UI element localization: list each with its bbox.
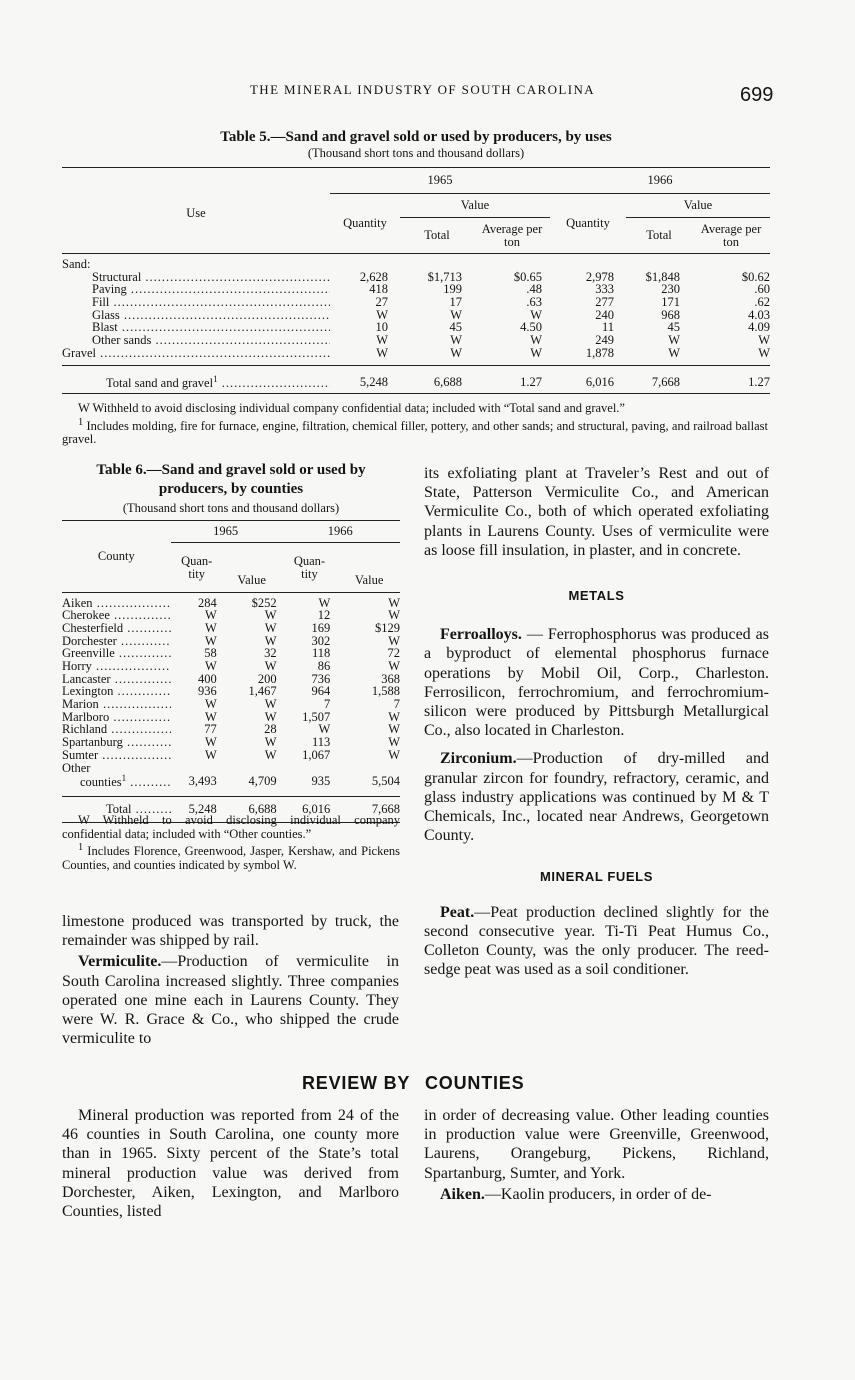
cell-v2: 7,668 (371, 802, 400, 817)
county-name: Cherokee (62, 609, 110, 622)
footnote-mark: 1 (121, 774, 127, 784)
cell-t2: W (668, 345, 680, 360)
county-name: Spartanburg (62, 736, 123, 749)
vermiculite-paragraph: —Production of vermiculite in South Carolina increased slightly. Three companies operated one mine each in Laurens County. They were W. R. Grace & Co., who shipped the crude vermiculite to (62, 953, 399, 1048)
county-name: Lancaster (62, 672, 111, 686)
table-row (62, 622, 400, 635)
cell-a2: W (758, 333, 770, 348)
cell-q1: W (204, 633, 217, 648)
table-5-title: Table 5.—Sand and gravel sold or used by producers, by uses (220, 129, 612, 145)
cell-q2: 240 (595, 307, 614, 322)
cell-q1: 10 (375, 320, 388, 335)
cell-q2: 277 (595, 294, 614, 309)
cell-a2: $0.62 (741, 269, 770, 284)
table-row (62, 321, 770, 334)
county-name: Marion (62, 698, 99, 711)
col-value-1965: Value (223, 543, 281, 593)
cell-q1: W (376, 333, 388, 348)
table-6-subtitle: (Thousand short tons and thousand dollars) (122, 501, 340, 515)
aiken-heading: Aiken. (440, 1185, 485, 1203)
review-left-column (62, 1106, 399, 1221)
cell-a2: .60 (754, 282, 770, 297)
cell-q2: 302 (311, 633, 331, 648)
right-column-text (424, 464, 769, 979)
cell-v2: W (388, 659, 400, 674)
cell-a2: 4.03 (748, 307, 770, 322)
county-name: Richland (62, 723, 108, 737)
county-label (62, 647, 171, 660)
footnote-mark: 1 (78, 842, 84, 853)
cell-q1: W (204, 747, 217, 762)
cell-q1: 284 (198, 595, 217, 610)
cell-q1: 27 (375, 294, 388, 309)
cell-q2: 86 (317, 659, 331, 674)
col-use: Use (62, 168, 330, 254)
cell-v1: 200 (257, 671, 277, 686)
cell-a2: .62 (754, 294, 770, 309)
peat-paragraph: —Peat production declined slightly for the second consecutive year. Ti-Ti Peat Humus Co., Colleton County, was the only producer. The reed-sedge peat was used as a soil conditioner. (424, 903, 769, 979)
cell-q1: 3,493 (188, 774, 217, 789)
cell-a2: W (758, 345, 770, 360)
cell-v1: 1,467 (248, 684, 277, 699)
cell-v1: W (264, 709, 277, 724)
cell-t1: 199 (443, 282, 462, 297)
table-row (62, 673, 400, 686)
cell-q1: 58 (204, 646, 217, 661)
cell-v2: W (388, 608, 400, 623)
cell-a1: 4.50 (520, 320, 542, 335)
cell-q1: 936 (198, 684, 217, 699)
cell-v2: 7 (393, 697, 400, 712)
cell-t1: W (450, 333, 462, 348)
cell-v1: W (264, 620, 277, 635)
cell-v1: $252 (251, 595, 277, 610)
limestone-paragraph: limestone produced was transported by truck, the remainder was shipped by rail. (62, 913, 399, 950)
cell-q1: 418 (369, 282, 388, 297)
vermiculite-continued: its exfoliating plant at Traveler’s Rest and out of State, Patterson Vermiculite Co., and American Vermiculite Co., both of which operated exfoliating plants in Laurens County. Uses of vermiculite were as loose fill insulation, in plaster, and in concrete. (424, 465, 769, 559)
table-5-footnote-w: W Withheld to avoid disclosing individual company confidential data; included with “Total sand and gravel.” (78, 401, 625, 415)
table-row (62, 685, 400, 698)
cell-t2: 171 (661, 294, 680, 309)
table-row (62, 647, 400, 660)
cell-v1: 28 (264, 722, 277, 737)
col-total-1966: Total (626, 218, 692, 254)
cell-q2: 113 (312, 735, 331, 750)
col-value-1966: Value (626, 194, 770, 218)
cell-v1: W (264, 697, 277, 712)
county-label (62, 698, 171, 711)
county-name: Total (106, 802, 132, 817)
county-name: Dorchester (62, 634, 117, 648)
table-row (62, 736, 400, 749)
table-6-grid (62, 520, 400, 823)
cell-q2: 1,507 (302, 709, 331, 724)
cell-v2: W (388, 722, 400, 737)
table-5 (62, 129, 770, 394)
cell-q1: W (204, 735, 217, 750)
cell-q2: 333 (595, 282, 614, 297)
col-quantity-1965: Quantity (330, 194, 400, 254)
total-text: Total sand and gravel (106, 375, 214, 390)
cell-a1: 1.27 (520, 374, 542, 389)
col-quantity-1965: Quan- tity (171, 543, 223, 593)
table-5-subtitle: (Thousand short tons and thousand dollars) (307, 146, 525, 160)
table-row (62, 723, 400, 736)
cell-v2: 5,504 (371, 774, 400, 789)
cell-q1: 5,248 (359, 374, 388, 389)
county-label (62, 711, 171, 724)
cell-q2: 2,978 (585, 269, 614, 284)
cell-q2: 7 (324, 697, 331, 712)
county-name: Sumter (62, 748, 99, 762)
table-row (62, 749, 400, 762)
col-quantity-1966: Quan- tity (281, 543, 339, 593)
other-label: Other (62, 760, 91, 775)
cell-q2: 169 (311, 620, 331, 635)
table-row (62, 271, 770, 284)
cell-t2: 230 (661, 282, 680, 297)
col-avg-1965: Average per ton (474, 218, 550, 254)
county-name: Horry (62, 659, 92, 673)
county-name: Marlboro (62, 710, 110, 724)
total-label (62, 365, 330, 394)
cell-q2: 1,878 (585, 345, 614, 360)
row-label: Fill ..... (62, 296, 330, 309)
cell-v2: $129 (375, 620, 400, 635)
cell-q2: 935 (311, 774, 331, 789)
cell-t2: 968 (661, 307, 680, 322)
cell-a1: W (530, 307, 542, 322)
col-quantity-1966: Quantity (550, 194, 626, 254)
cell-t1: W (450, 307, 462, 322)
table-5-footnote-1: Includes molding, fire for furnace, engine, filtration, chemical filler, pottery, and other sands; and structural, paving, and railroad ballast gravel. (62, 418, 768, 447)
cell-q1: W (376, 307, 388, 322)
cell-t2: 45 (667, 320, 680, 335)
cell-t2: W (668, 333, 680, 348)
cell-t1: W (450, 345, 462, 360)
left-column-text (62, 912, 399, 1048)
row-label: Gravel ..... (62, 347, 330, 360)
cell-v2: W (388, 735, 400, 750)
metals-heading: METALS (568, 588, 625, 604)
review-heading-left: REVIEW BY (302, 1073, 411, 1093)
vermiculite-heading: Vermiculite. (78, 953, 162, 971)
cell-t2: 7,668 (651, 374, 680, 389)
cell-v1: W (264, 735, 277, 750)
cell-a2: 4.09 (748, 320, 770, 335)
row-label: Paving ..... (62, 283, 330, 296)
table-row (62, 283, 770, 296)
col-value-1966: Value (338, 543, 400, 593)
cell-q1: W (376, 345, 388, 360)
table-row (62, 296, 770, 309)
cell-q2: 6,016 (585, 374, 614, 389)
table-6-footnotes (62, 814, 400, 872)
table-row (62, 347, 770, 360)
running-title: THE MINERAL INDUSTRY OF SOUTH CAROLINA (249, 82, 596, 97)
review-right-column (424, 1106, 769, 1204)
county-name: Greenville (62, 647, 115, 660)
table-5-footnotes (62, 402, 768, 447)
cell-q1: 2,628 (359, 269, 388, 284)
table-5-grid (62, 167, 770, 394)
cell-q1: 400 (198, 671, 217, 686)
cell-a2: 1.27 (748, 374, 770, 389)
mineral-fuels-heading: MINERAL FUELS (539, 869, 653, 885)
cell-v1: 4,709 (248, 774, 277, 789)
cell-v1: W (264, 608, 277, 623)
county-label (62, 774, 171, 789)
ferroalloys-heading: Ferroalloys. (440, 626, 522, 644)
county-name: Aiken (62, 596, 93, 610)
cell-q1: W (204, 697, 217, 712)
county-label (62, 660, 171, 673)
group-sand-label: Sand: (62, 257, 91, 271)
review-left-paragraph: Mineral production was reported from 24 of the 46 counties in South Carolina, one county more than in 1965. Sixty percent of the State’s total mineral production value was derived from Dorchester, Aiken, Lexington, and Marlboro Counties, listed (62, 1107, 399, 1221)
col-avg-1966: Average per ton (692, 218, 770, 254)
cell-q2: 964 (311, 684, 331, 699)
table-row (62, 711, 400, 724)
county-name: Chesterfield (62, 621, 124, 635)
col-year-1965: 1965 (330, 168, 550, 194)
cell-a1: .63 (526, 294, 542, 309)
table-6-footnote-w: W Withheld to avoid disclosing individual company confidential data; included with “Other counties.” (62, 813, 400, 841)
peat-heading: Peat. (440, 903, 475, 921)
cell-v1: 6,688 (248, 802, 277, 817)
col-year-1966: 1966 (281, 521, 400, 543)
county-label (62, 723, 171, 736)
table-row (62, 609, 400, 622)
cell-v2: W (388, 633, 400, 648)
zirconium-paragraph: —Production of dry-milled and granular zircon for foundry, refractory, ceramic, and glass industry applications was continued by M & T Chemicals, Inc., located near Andrews, Georgetown County. (424, 750, 769, 845)
cell-v2: W (388, 595, 400, 610)
county-label (62, 736, 171, 749)
aiken-paragraph: —Kaolin producers, in order of de- (484, 1185, 712, 1203)
cell-v2: 1,588 (371, 684, 400, 699)
cell-q2: 12 (317, 608, 331, 623)
county-label (62, 609, 171, 622)
cell-q1: W (204, 620, 217, 635)
col-value-1965: Value (400, 194, 550, 218)
col-year-1965: 1965 (171, 521, 281, 543)
row-label: Blast ..... (62, 321, 330, 334)
cell-t1: $1,713 (427, 269, 462, 284)
cell-t2: $1,848 (645, 269, 680, 284)
cell-a1: $0.65 (513, 269, 542, 284)
table-row (62, 334, 770, 347)
county-name: Lexington (62, 685, 114, 698)
cell-v1: 32 (264, 646, 277, 661)
county-label (62, 622, 171, 635)
county-label (62, 597, 171, 610)
cell-q2: 6,016 (302, 802, 331, 817)
cell-t1: 6,688 (433, 374, 462, 389)
cell-v1: W (264, 633, 277, 648)
table-row (62, 660, 400, 673)
table-row (62, 597, 400, 610)
cell-v1: W (264, 659, 277, 674)
col-total-1965: Total (400, 218, 474, 254)
cell-q1: 77 (204, 722, 217, 737)
county-name: counties (80, 775, 122, 789)
cell-q2: 118 (312, 646, 331, 661)
zirconium-heading: Zirconium. (440, 750, 517, 768)
page-number: 699 (740, 84, 774, 106)
county-label (62, 673, 171, 686)
col-year-1966: 1966 (550, 168, 770, 194)
review-right-paragraph: in order of decreasing value. Other leading counties in production value were Greenville, Greenwood, Laurens, Orangeburg, Pickens, Richland, Spartanburg, Sumter, and York. (424, 1107, 769, 1182)
cell-t1: 17 (449, 294, 462, 309)
col-county: County (62, 521, 171, 593)
table-row (62, 698, 400, 711)
table-row (62, 774, 400, 789)
table-row (62, 309, 770, 322)
cell-v2: W (388, 747, 400, 762)
review-heading-right: COUNTIES (425, 1073, 525, 1093)
cell-q2: W (318, 722, 331, 737)
table-6-footnote-1: Includes Florence, Greenwood, Jasper, Kershaw, and Pickens Counties, and counties indicated by symbol W. (62, 844, 400, 872)
cell-a1: .48 (526, 282, 542, 297)
cell-v2: 368 (381, 671, 400, 686)
cell-v2: W (388, 709, 400, 724)
cell-a1: W (530, 333, 542, 348)
cell-t1: 45 (449, 320, 462, 335)
cell-q2: 736 (311, 671, 331, 686)
ferroalloys-paragraph: — Ferrophosphorus was produced as a byproduct of elemental phosphorus furnace operations by Mobil Oil, Corp., Charleston. Ferrosilicon, ferrochromium, and ferrochromium-silicon were produced by Pittsburgh Metallurgical Co., also located in Charleston. (424, 626, 769, 740)
total-row (62, 365, 770, 394)
cell-v1: W (264, 747, 277, 762)
table-6 (62, 461, 400, 823)
footnote-mark: 1 (78, 416, 84, 428)
cell-q1: W (204, 659, 217, 674)
cell-q1: W (204, 608, 217, 623)
county-label (62, 749, 171, 762)
table-6-title: Table 6.—Sand and gravel sold or used by producers, by counties (96, 462, 366, 497)
row-label: Glass ..... (62, 309, 330, 322)
cell-q2: 1,067 (302, 747, 331, 762)
cell-q2: W (318, 595, 331, 610)
cell-v2: 72 (387, 646, 400, 661)
county-label (62, 635, 171, 648)
cell-q2: 11 (601, 320, 614, 335)
table-row (62, 635, 400, 648)
cell-q2: 249 (595, 333, 614, 348)
cell-a1: W (530, 345, 542, 360)
county-label (62, 685, 171, 698)
cell-q1: 5,248 (188, 802, 217, 817)
footnote-mark: 1 (213, 373, 218, 384)
cell-q1: W (204, 709, 217, 724)
row-label: Other sands ..... (62, 334, 330, 347)
row-label: Structural ..... (62, 271, 330, 284)
